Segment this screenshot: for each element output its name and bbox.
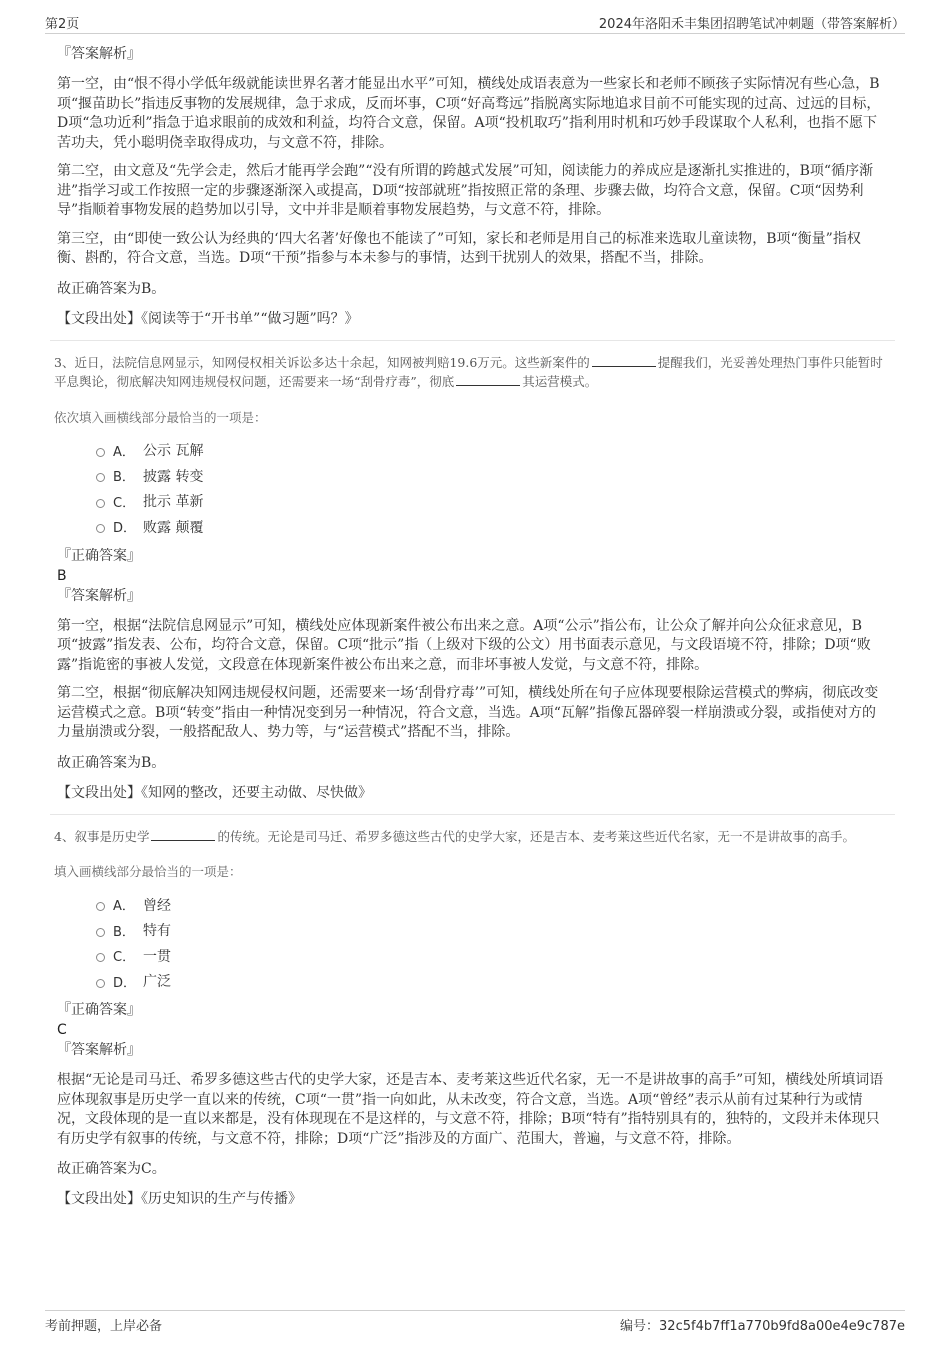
radio-icon[interactable] xyxy=(96,953,105,962)
answer-conclusion: 故正确答案为C。 xyxy=(57,1161,166,1177)
source-citation: 【文段出处】《历史知识的生产与传播》 xyxy=(57,1191,302,1207)
radio-icon[interactable] xyxy=(96,499,105,508)
option-list xyxy=(96,892,895,994)
radio-icon[interactable] xyxy=(96,524,105,533)
correct-answer-label: 『正确答案』 xyxy=(57,1002,141,1018)
option-a[interactable]: A． 曾经 xyxy=(96,892,895,918)
analysis-paragraph: 第三空，由“即使一致公认为经典的‘四大名著’好像也不能读了”可知，家长和老师是用自己的标准来选取儿童读物，B项“衡量”指权衡、斟酌，符合文意，当选。D项“干预”指参与本未参与的事情，达到干扰别人的效果，搭配不当，排除。 xyxy=(57,230,861,266)
correct-answer: B xyxy=(57,567,67,584)
radio-icon[interactable] xyxy=(96,473,105,482)
analysis-paragraph: 第一空，根据“法院信息网显示”可知，横线处应体现新案件被公布出来之意。A项“公示”指公布，让公众了解并向公众征求意见，B项“披露”指发表、公布，均符合文意，保留。C项“批示”指（上级对下级的公文）用书面表示意见，与文段语境不符，排除；D项“败露”指诡密的事被人发觉，文段意在体现新案件被公布出来之意，而非坏事被人发觉，与文意不符，排除。 xyxy=(57,617,871,673)
option-d[interactable]: D． 败露 颠覆 xyxy=(96,514,895,540)
analysis-paragraph: 根据“无论是司马迁、希罗多德这些古代的史学大家，还是吉本、麦考莱这些近代名家，无一不是讲故事的高手”可知，横线处所填词语应体现叙事是历史学一直以来的传统，C项“一贯”指一向如此，从未改变，符合文意，当选。A项“曾经”表示从前有过某种行为或情况，文段体现的是一直以来都是，没有体现现在不是这样的，与文意不符，排除；B项“特有”指特别具有的，独特的，文段并未体现只有历史学有叙事的传统，与文意不符，排除；D项“广泛”指涉及的方面广、范围大，普遍，与文意不符，排除。 xyxy=(57,1072,884,1147)
document-id: 编号：32c5f4b7ff1a770b9fd8a00e4e9c787e xyxy=(620,1319,905,1334)
option-c[interactable]: C． 批示 革新 xyxy=(96,489,895,515)
answer-conclusion: 故正确答案为B。 xyxy=(57,754,166,771)
section-divider xyxy=(50,340,895,341)
option-a[interactable]: A． 公示 瓦解 xyxy=(96,438,895,464)
question-stem: 4、叙事是历史学 的传统。无论是司马迁、希罗多德这些古代的史学大家，还是吉本、麦考莱这些近代名家，无一不是讲故事的高手。 xyxy=(54,828,855,844)
footer-slogan: 考前押题，上岸必备 xyxy=(45,1319,163,1334)
answer-conclusion: 故正确答案为B。 xyxy=(57,280,166,297)
fill-blank xyxy=(456,373,520,386)
page-header xyxy=(45,10,905,34)
question-3 xyxy=(50,353,895,803)
correct-answer: C xyxy=(57,1022,67,1038)
document-title: 2024年洛阳禾丰集团招聘笔试冲刺题（带答案解析） xyxy=(598,17,905,32)
question-prompt: 依次填入画横线部分最恰当的一项是： xyxy=(54,409,267,425)
option-b[interactable]: B． 披露 转变 xyxy=(96,463,895,489)
analysis-paragraph: 第一空，由“恨不得小学低年级就能读世界名著才能显出水平”可知，横线处成语表意为一些家长和老师不顾孩子实际情况有些心急，B项“揠苗助长”指违反事物的发展规律，急于求成，反而坏事，C项“好高骛远”指脱离实际地追求目前不可能实现的过高、过远的目标，D项“急功近利”指急于追求眼前的成效和利益，均符合文意，保留。A项“投机取巧”指利用时机和巧妙手段谋取个人私利，也指不愿下苦功夫，凭小聪明侥幸取得成功，与文意不符，排除。 xyxy=(57,76,881,151)
analysis-label: 『答案解析』 xyxy=(57,1042,141,1058)
fill-blank xyxy=(151,828,215,841)
fill-blank xyxy=(592,354,656,367)
source-citation: 【文段出处】《知网的整改，还要主动做、尽快做》 xyxy=(57,784,372,801)
question-prompt: 填入画横线部分最恰当的一项是： xyxy=(54,864,242,879)
radio-icon[interactable] xyxy=(96,928,105,937)
question-stem: 3、近日，法院信息网显示，知网侵权相关诉讼多达十余起，知网被判赔19.6万元。这些新案件的 提醒我们，光妥善处理热门事件只能暂时平息舆论，彻底解决知网违规侵权问题，还需要来一场“刮骨疗毒”，彻底 其运营模式。 xyxy=(54,354,883,389)
page-content xyxy=(50,44,895,1209)
analysis-paragraph: 第二空，根据“彻底解决知网违规侵权问题，还需要来一场‘刮骨疗毒’”可知，横线处所在句子应体现要根除运营模式的弊病，彻底改变运营模式之意。B项“转变”指由一种情况变到另一种情况，符合文意，当选。A项“瓦解”指像瓦器碎裂一样崩溃或分裂，或指使对方的力量崩溃或分裂，一般搭配敌人、势力等，与“运营模式”搭配不当，排除。 xyxy=(57,685,879,740)
page-footer xyxy=(45,1310,905,1336)
correct-answer-label: 『正确答案』 xyxy=(57,547,141,564)
option-list xyxy=(96,438,895,540)
radio-icon[interactable] xyxy=(96,979,105,988)
source-citation: 【文段出处】《阅读等于“开书单”“做习题”吗？》 xyxy=(57,310,359,327)
option-c[interactable]: C． 一贯 xyxy=(96,943,895,969)
radio-icon[interactable] xyxy=(96,448,105,457)
section-divider xyxy=(50,814,895,815)
option-b[interactable]: B． 特有 xyxy=(96,918,895,944)
analysis-label: 『答案解析』 xyxy=(57,46,141,62)
question-4 xyxy=(50,827,895,1210)
option-d[interactable]: D． 广泛 xyxy=(96,969,895,995)
analysis-paragraph: 第二空，由文意及“先学会走，然后才能再学会跑”“没有所谓的跨越式发展”可知，阅读能力的养成应是逐渐扎实推进的，B项“循序渐进”指学习或工作按照一定的步骤逐渐深入或提高，D项“按部就班”指按照正常的条理、步骤去做，均符合文意，保留。C项“因势利导”指顺着事物发展的趋势加以引导，文中并非是顺着事物发展趋势，与文意不符，排除。 xyxy=(57,163,874,218)
question-2-analysis xyxy=(50,44,895,329)
page-number: 第2页 xyxy=(45,17,80,32)
analysis-label: 『答案解析』 xyxy=(57,587,141,604)
radio-icon[interactable] xyxy=(96,902,105,911)
